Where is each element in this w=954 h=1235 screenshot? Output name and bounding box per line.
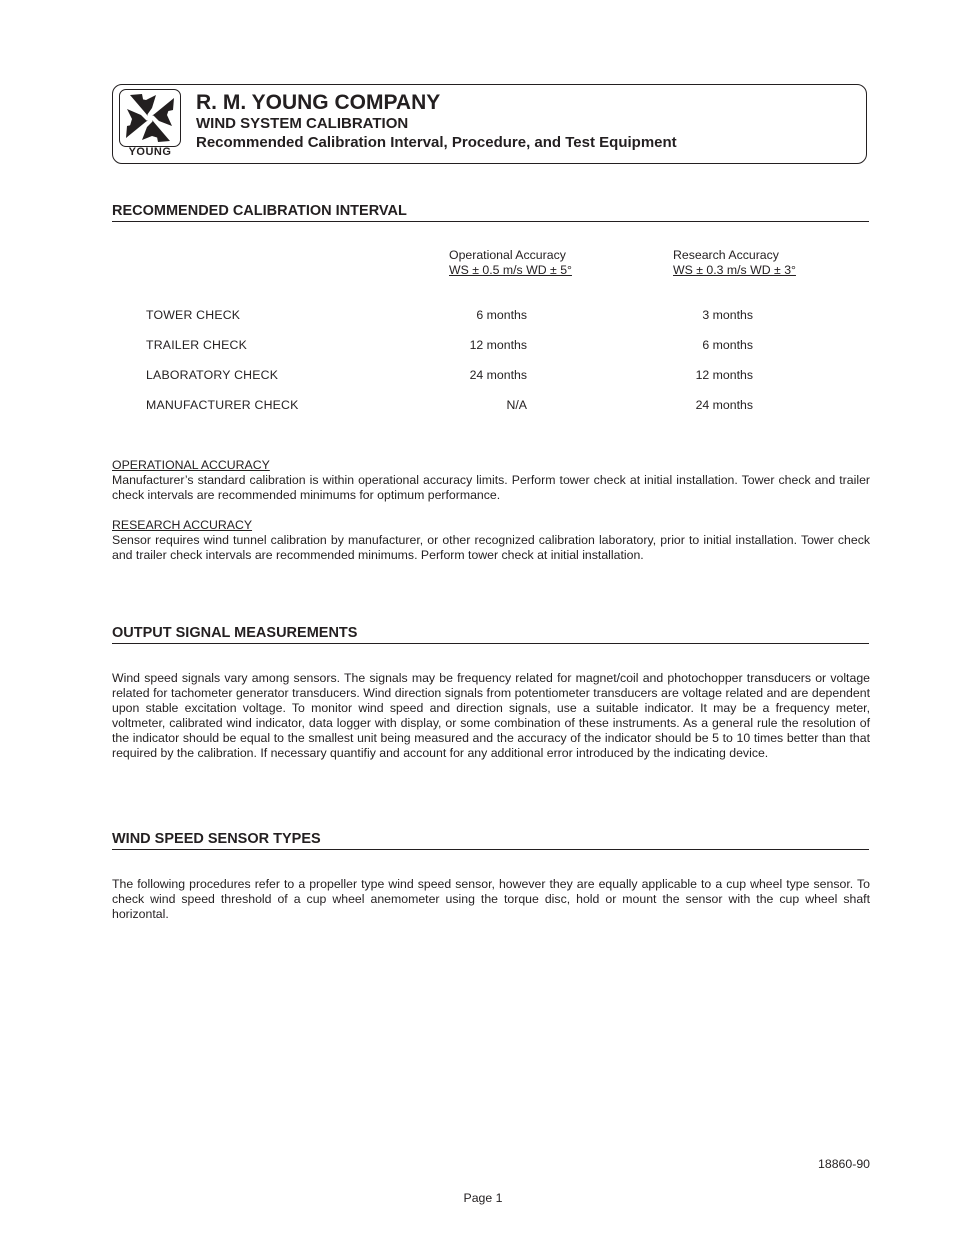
document-header (112, 84, 867, 164)
interval-research-laboratory: 12 months (695, 368, 753, 382)
note-text-operational-accuracy: Manufacturer’s standard calibration is within operational accuracy limits. Perform tower check at initial installation. Tower check and trailer check intervals are recommended minimums for optimum performance. (112, 473, 870, 502)
interval-research-tower: 3 months (702, 308, 753, 322)
section-heading-sensor-types: WIND SPEED SENSOR TYPES (112, 830, 869, 850)
sensor-types-paragraph: The following procedures refer to a propeller type wind speed sensor, however they are equally applicable to a cup wheel type sensor. To check wind speed threshold of a cup wheel anemometer using the torque disc, hold or mount the sensor with the cup wheel shaft horizontal. (112, 877, 870, 921)
document-number: 18860-90 (818, 1157, 870, 1171)
section-heading-output-signal: OUTPUT SIGNAL MEASUREMENTS (112, 624, 869, 644)
row-label-laboratory-check: LABORATORY CHECK (146, 368, 279, 382)
row-label-trailer-check: TRAILER CHECK (146, 338, 247, 352)
company-name: R. M. YOUNG COMPANY (196, 91, 441, 114)
row-label-tower-check: TOWER CHECK (146, 308, 241, 322)
column-header-operational: Operational Accuracy (449, 248, 566, 262)
row-label-manufacturer-check: MANUFACTURER CHECK (146, 398, 299, 412)
document-title: WIND SYSTEM CALIBRATION (196, 115, 409, 132)
company-logo (119, 89, 181, 159)
interval-operational-laboratory: 24 months (469, 368, 527, 382)
column-spec-research: WS ± 0.3 m/s WD ± 3° (673, 263, 796, 277)
interval-operational-tower: 6 months (476, 308, 527, 322)
section-heading-calibration-interval: RECOMMENDED CALIBRATION INTERVAL (112, 202, 869, 222)
logo-emblem (119, 89, 181, 147)
interval-operational-manufacturer: N/A (506, 398, 527, 412)
logo-wordmark: YOUNG (128, 146, 172, 158)
note-title-operational-accuracy: OPERATIONAL ACCURACY (112, 458, 270, 472)
pinwheel-logo-icon (120, 90, 180, 146)
note-title-research-accuracy: RESEARCH ACCURACY (112, 518, 253, 532)
page-number: Page 1 (463, 1191, 503, 1205)
interval-operational-trailer: 12 months (469, 338, 527, 352)
document-subtitle: Recommended Calibration Interval, Procedure, and Test Equipment (196, 134, 677, 151)
interval-research-trailer: 6 months (702, 338, 753, 352)
column-spec-operational: WS ± 0.5 m/s WD ± 5° (449, 263, 572, 277)
interval-research-manufacturer: 24 months (695, 398, 753, 412)
output-signal-paragraph: Wind speed signals vary among sensors. The signals may be frequency related for magnet/coil and photochopper transducers or voltage related for tachometer generator transducers. Wind direction signals from potentiometer transducers are voltage related and are dependent upon stable excitation voltage. To monitor wind speed and direction signals, use a suitable indicator. It may be a frequency meter, voltmeter, calibrated wind indicator, data logger with display, or some combination of these instruments. As a general rule the resolution of the indicator should be equal to the smallest unit being measured and the accuracy of the indicator should be 5 to 10 times better than that required by the calibration. If necessary quantifiy and account for any additional error introduced by the indicating device. (112, 671, 870, 760)
note-text-research-accuracy: Sensor requires wind tunnel calibration by manufacturer, or other recognized calibration laboratory, prior to initial installation. Tower check and trailer check intervals are recommended minimums. Perform tower check at initial installation. (112, 533, 870, 562)
column-header-research: Research Accuracy (673, 248, 779, 262)
